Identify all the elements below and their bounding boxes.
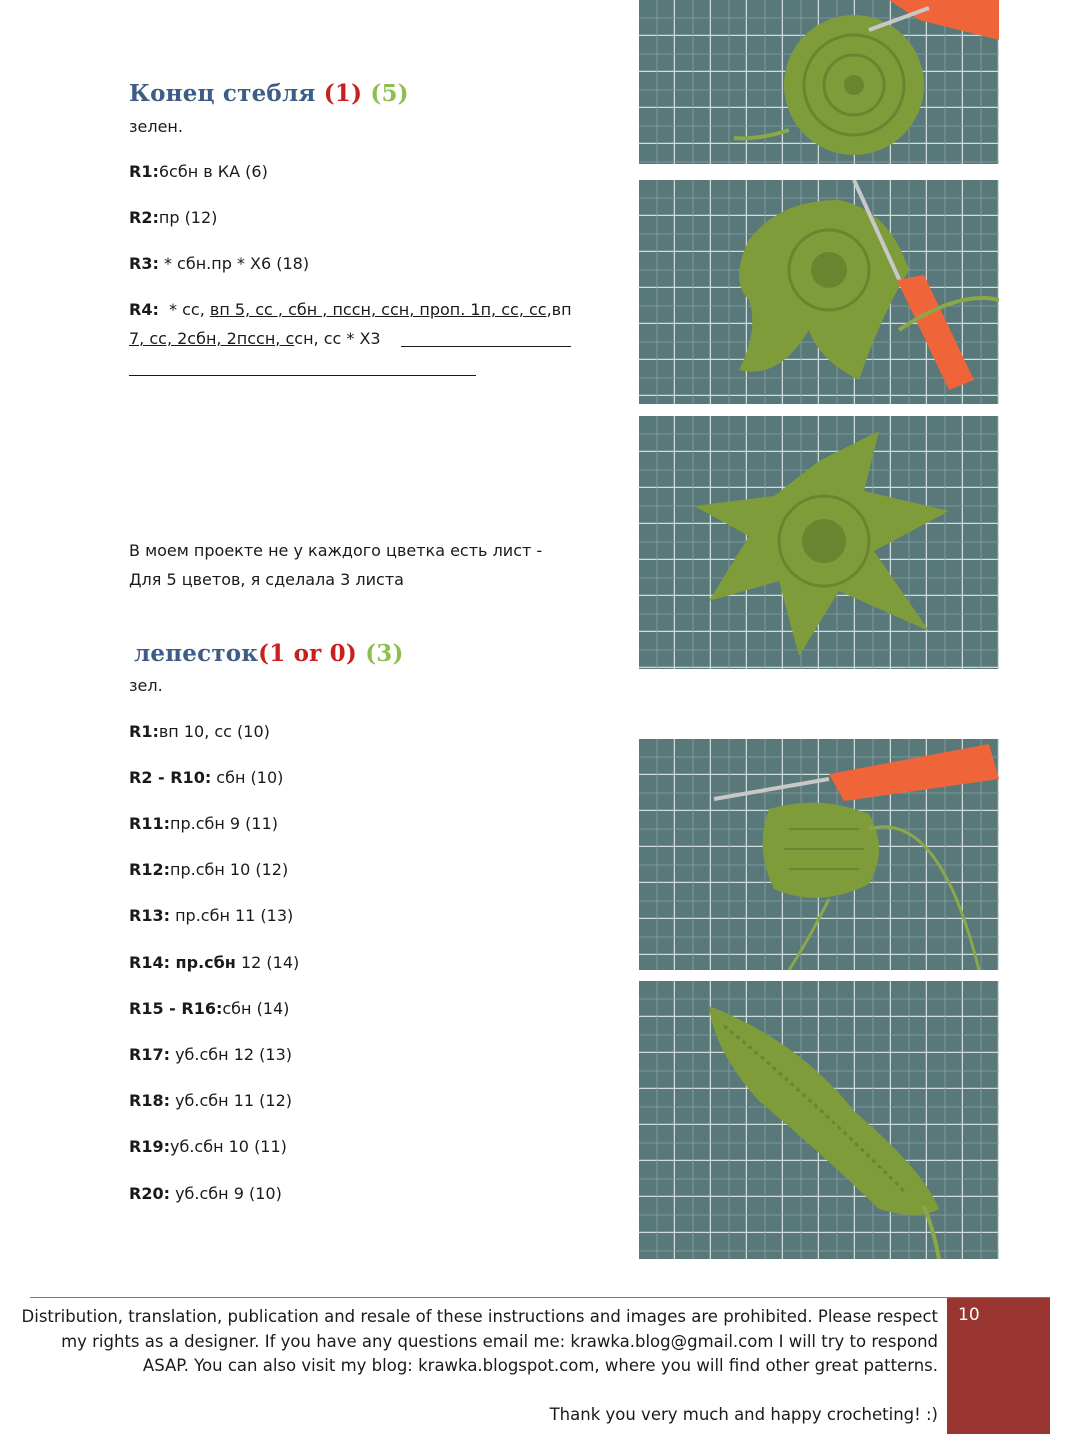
photo-round-start [639, 0, 999, 164]
pattern-row: R19:уб.сбн 10 (11) [129, 1137, 287, 1156]
count-red: (1) [323, 80, 363, 107]
pattern-row-r4: R4: * сс, вп 5, сс , сбн , пссн, ссн, проп. 1п, сс, сс,вп [129, 300, 572, 319]
pattern-row: R14: пр.сбн 12 (14) [129, 953, 300, 972]
heading-title: Конец стебля [129, 80, 316, 107]
pattern-row: R1:вп 10, сс (10) [129, 722, 270, 741]
photo-stem-end-star [639, 416, 999, 669]
yarn-color: зелен. [129, 117, 183, 136]
footer-divider [30, 1297, 1050, 1298]
pattern-row: R3: * сбн.пр * X6 (18) [129, 254, 310, 273]
note-line: В моем проекте не у каждого цветка есть лист - [129, 541, 543, 560]
note-line: Для 5 цветов, я сделала 3 листа [129, 570, 404, 589]
page-number: 10 [958, 1305, 980, 1325]
photo-leaf-finished [639, 981, 999, 1259]
pattern-row: R18: уб.сбн 11 (12) [129, 1091, 292, 1110]
thanks-line: Thank you very much and happy crocheting! :) [549, 1404, 938, 1424]
pattern-row: R17: уб.сбн 12 (13) [129, 1045, 292, 1064]
section-heading-stem-end [129, 80, 409, 107]
pattern-row: R2:пр (12) [129, 208, 218, 227]
blank-line [129, 375, 476, 376]
pattern-row: R2 - R10: сбн (10) [129, 768, 284, 787]
count-green: (3) [365, 640, 404, 667]
pattern-row: R15 - R16:сбн (14) [129, 999, 290, 1018]
section-heading-leaf [134, 640, 404, 667]
photo-stem-end-progress [639, 180, 999, 404]
heading-title: лепесток [134, 640, 259, 667]
copyright-notice: Distribution, translation, publication and resale of these instructions and images are prohibited. Please respect my rights as a designer. If you have any questions email me: krawka.blog@gmail.com I will try to respond ASAP. You can also visit my blog: krawka.blogspot.com, where you will find other great patterns. [21, 1307, 938, 1375]
yarn-color: зел. [129, 676, 163, 695]
pattern-row: R13: пр.сбн 11 (13) [129, 906, 294, 925]
pattern-row: R1:6сбн в КА (6) [129, 162, 268, 181]
count-red: (1 or 0) [258, 640, 357, 667]
pattern-row: R20: уб.сбн 9 (10) [129, 1184, 282, 1203]
blank-line [401, 346, 571, 347]
photo-leaf-progress [639, 739, 999, 970]
pattern-row-r4-continued: 7, сс, 2сбн, 2пссн, ссн, сс * X3 [129, 329, 381, 348]
pattern-row: R12:пр.сбн 10 (12) [129, 860, 289, 879]
count-green: (5) [370, 80, 409, 107]
pattern-row: R11:пр.сбн 9 (11) [129, 814, 279, 833]
footer-notice [18, 1305, 938, 1427]
